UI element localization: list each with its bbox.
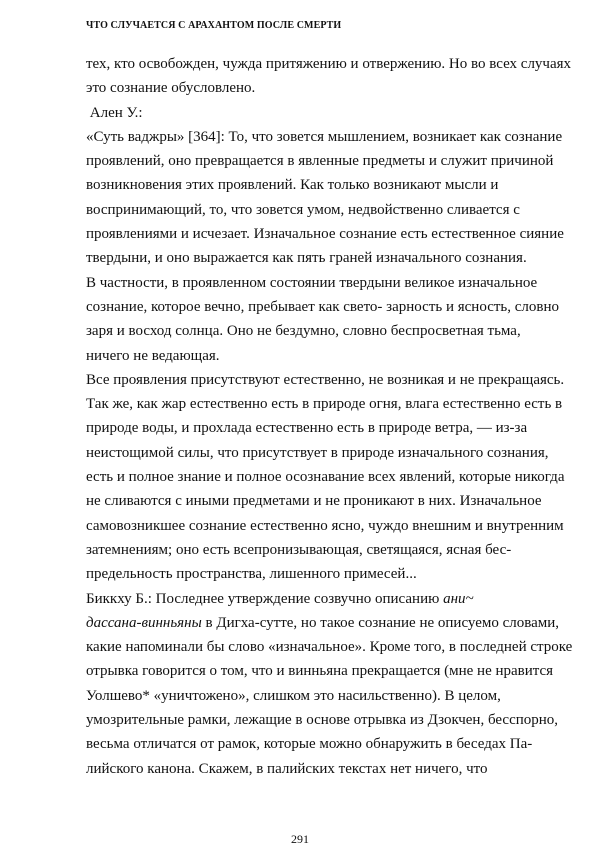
text-line: самовозникшее сознание естественно ясно, чуждо внешним и внутренним [86,517,564,534]
text-line: есть и полное знание и полное осознавание всех явлений, которые никогда [86,469,565,486]
text-line: Все проявления присутствуют естественно, не возникая и не прекращаясь. [86,371,565,388]
text-line: проявлениями и исчезает. Изначальное сознание есть естественное сияние [86,226,564,243]
text-line: сознание, которое вечно, пребывает как свето- зарность и ясность, словно [86,298,560,315]
text-line: возникновения этих проявлений. Как только возникают мысли и [86,177,499,194]
text-line: какие напоминали бы слово «изначальное». Кроме того, в последней строке [86,639,573,656]
text-line: проявлений, оно превращается в явленные предметы и служит причиной [86,153,554,170]
text-line: заря и восход солнца. Оно не бездумно, словно беспросветная тьма, [86,323,521,340]
text-line: В частности, в проявленном состоянии твердыни великое изначальное [86,274,538,291]
speaker-line: Ален У.: [86,104,143,121]
text-line: весьма отличатся от рамок, которые можно обнаружить в беседах Па- [86,736,533,753]
body-text [86,52,573,781]
page-number: 291 [291,832,309,846]
text-line: не сливаются с иными предметами и не проникают в них. Изначальное [86,493,542,510]
text-line: природе воды, и прохлада естественно есть в природе ветра, — из-за [86,420,528,437]
text-line: воспринимающий, то, что зовется умом, недвойственно сливается с [86,201,520,218]
text-line: тех, кто освобожден, чужда притяжению и отвержению. Но во всех случаях [86,56,572,72]
text-line [86,587,556,611]
text-fragment: Биккху Б.: Последнее утверждение созвучно описанию [86,590,444,607]
italic-term: дассана-винньяны [86,614,202,631]
text-line: затемнениям; оно есть всепронизывающая, светящаяся, ясная бес- [86,541,512,558]
text-line: умозрительные рамки, лежащие в основе отрывка из Дзокчен, бесспорно, [86,712,559,729]
text-line: неистощимой силы, что присутствует в природе изначального сознания, [86,444,549,461]
text-line: предельность пространства, лишенного примесей... [86,566,417,583]
text-line: это сознание обусловлено. [86,80,256,97]
text-line: твердыни, и оно выражается как пять граней изначального сознания. [86,250,527,267]
text-line: отрывка говорится о том, что и винньяна прекращается (мне не нравится [86,663,554,680]
text-line: ничего не ведающая. [86,347,220,364]
text-fragment: в Дигха-сутте, но такое сознание не описуемо словами, [201,614,560,631]
text-line [86,611,560,635]
text-line: Так же, как жар естественно есть в природе огня, влага естественно есть в [86,396,563,413]
running-header: ЧТО СЛУЧАЕТСЯ С АРАХАНТОМ ПОСЛЕ СМЕРТИ [86,20,342,31]
italic-term: ани~ [443,590,474,607]
text-line: лийского канона. Скажем, в палийских текстах нет ничего, что [86,760,488,777]
text-line: «Суть ваджры» [364]: То, что зовется мышлением, возникает как сознание [86,128,563,145]
text-line: Уолшево* «уничтожено», слишком это насильственно). В целом, [86,687,501,704]
